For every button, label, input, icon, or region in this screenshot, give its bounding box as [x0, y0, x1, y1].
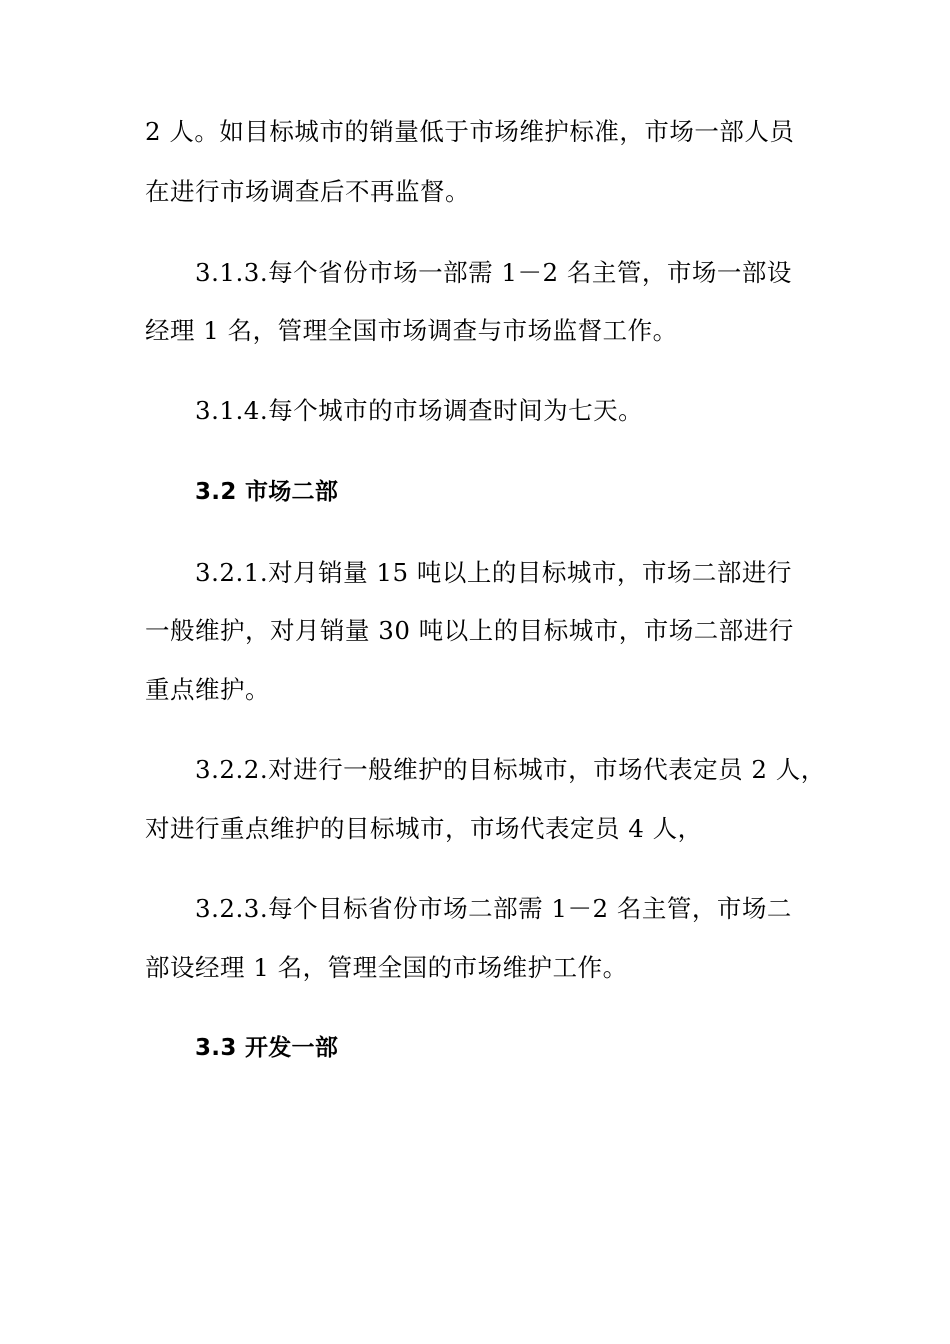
paragraph-line: 部设经理 1 名，管理全国的市场维护工作。 — [145, 953, 628, 982]
paragraph-line: 对进行重点维护的目标城市，市场代表定员 4 人， — [145, 814, 703, 843]
paragraph-line: 经理 1 名，管理全国市场调查与市场监督工作。 — [145, 316, 678, 345]
clause-3-2-3-line: 3.2.3.每个目标省份市场二部需 1－2 名主管，市场二 — [195, 894, 792, 923]
clause-3-2-1-line: 3.2.1.对月销量 15 吨以上的目标城市，市场二部进行 — [195, 558, 792, 587]
paragraph-line: 重点维护。 — [145, 675, 270, 704]
section-heading-3-2: 3.2 市场二部 — [195, 479, 339, 505]
paragraph-line: 在进行市场调查后不再监督。 — [145, 177, 470, 206]
paragraph-line: 一般维护，对月销量 30 吨以上的目标城市，市场二部进行 — [145, 616, 794, 645]
paragraph-line: 2 人。如目标城市的销量低于市场维护标准，市场一部人员 — [145, 117, 795, 146]
clause-3-1-3-line: 3.1.3.每个省份市场一部需 1－2 名主管，市场一部设 — [195, 258, 792, 287]
clause-3-2-2-line: 3.2.2.对进行一般维护的目标城市，市场代表定员 2 人， — [195, 755, 826, 784]
section-heading-3-3: 3.3 开发一部 — [195, 1035, 339, 1061]
clause-3-1-4-line: 3.1.4.每个城市的市场调查时间为七天。 — [195, 396, 644, 425]
